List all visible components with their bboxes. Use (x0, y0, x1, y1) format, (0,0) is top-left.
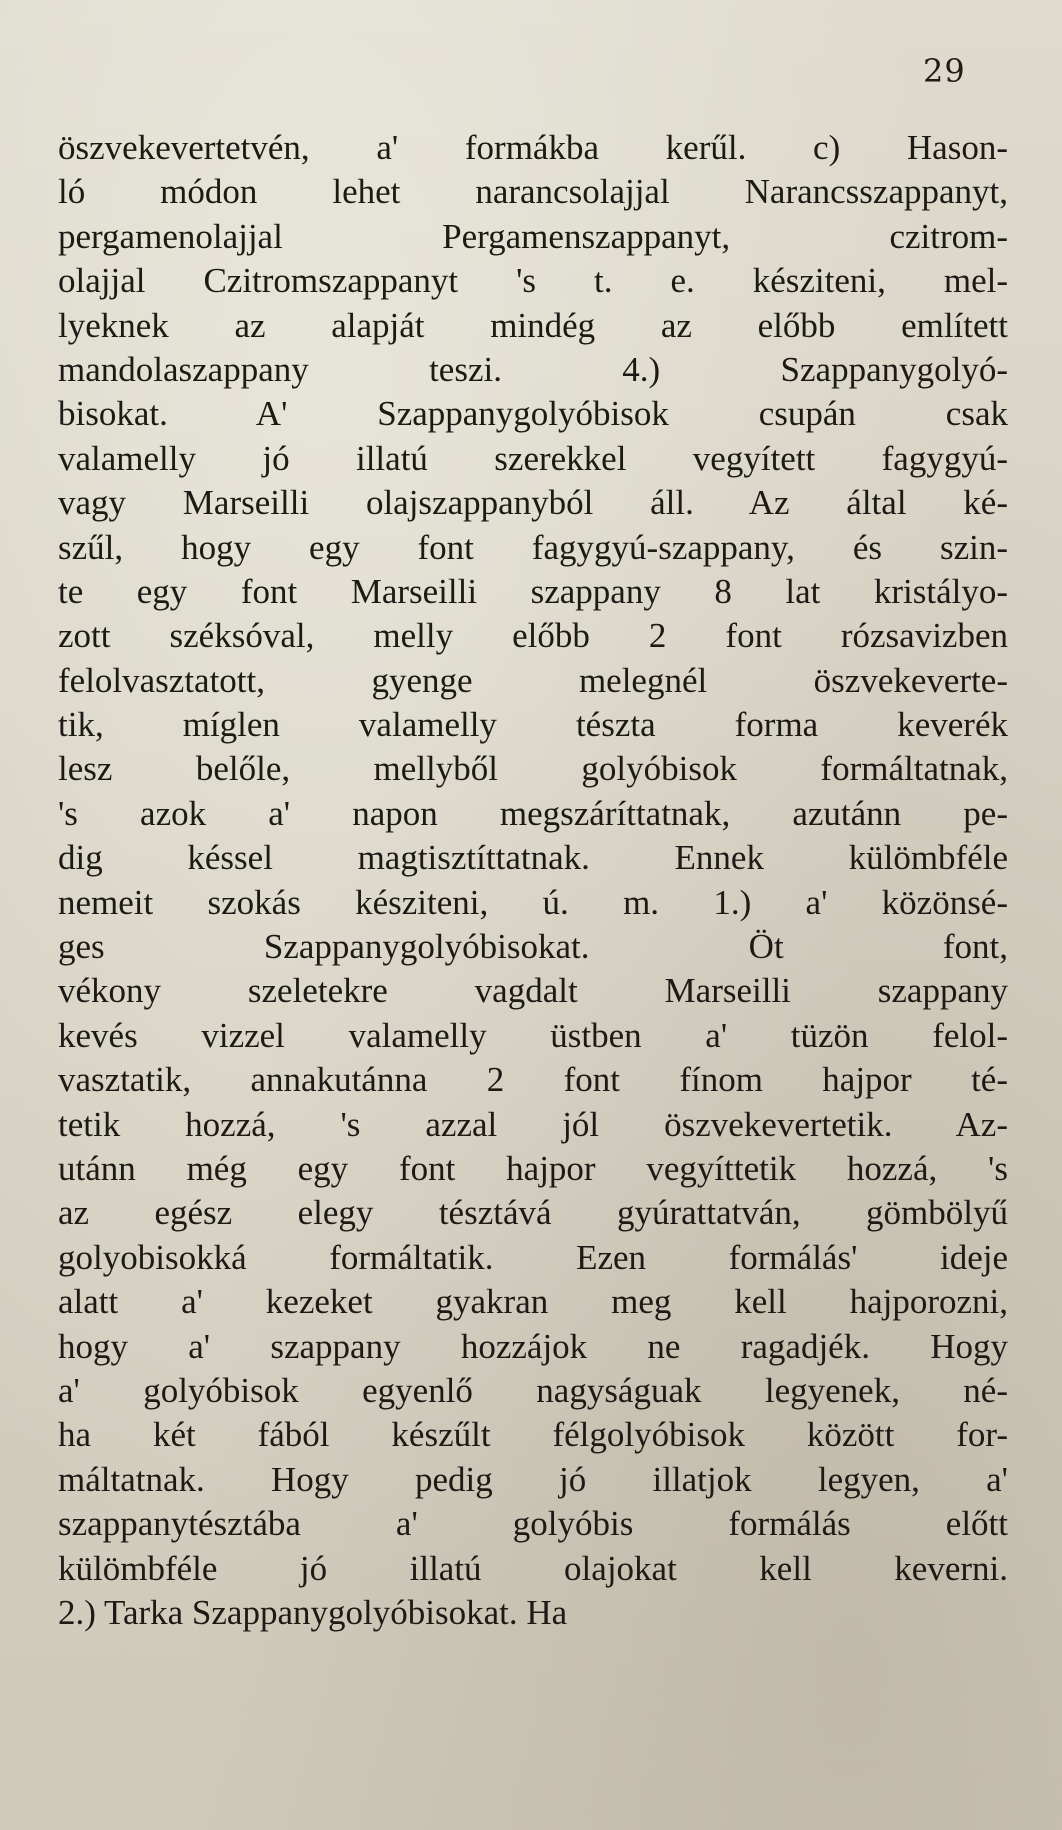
text-line: ges Szappanygolyóbisokat. Öt font, (58, 927, 1008, 967)
text-line: a' golyóbisok egyenlő nagyságuak legyenek, né- (58, 1370, 1008, 1410)
page-number: 29 (923, 52, 966, 90)
text-line: lyeknek az alapját mindég az előbb említett (58, 305, 1008, 345)
text-line: vasztatik, annakutánna 2 font fínom hajpor té- (58, 1060, 1008, 1100)
text-line: vékony szeletekre vagdalt Marseilli szappany (58, 971, 1008, 1011)
text-line: öszvekevertetvén, a' formákba kerűl. c) Hason- (58, 128, 1008, 167)
text-line: olajjal Czitromszappanyt 's t. e. késziteni, mel- (58, 261, 1008, 301)
text-line: bisokat. A' Szappanygolyóbisok csupán csak (58, 394, 1008, 434)
text-line: valamelly jó illatú szerekkel vegyített fagygyú- (58, 438, 1008, 478)
text-line: tik, míglen valamelly tészta forma keverék (58, 705, 1008, 745)
text-line: golyobisokká formáltatik. Ezen formálás' ideje (58, 1237, 1008, 1277)
text-line: alatt a' kezeket gyakran meg kell hajporozni, (58, 1282, 1008, 1322)
text-line: zott széksóval, melly előbb 2 font rózsavizben (58, 616, 1008, 656)
text-line: 2.) Tarka Szappanygolyóbisokat. Ha (58, 1592, 568, 1632)
text-line: mandolaszappany teszi. 4.) Szappanygolyó- (58, 349, 1008, 389)
text-line: máltatnak. Hogy pedig jó illatjok legyen, a' (58, 1459, 1008, 1499)
text-line: pergamenolajjal Pergamenszappanyt, czitrom- (58, 216, 1008, 256)
text-line: hogy a' szappany hozzájok ne ragadjék. Hogy (58, 1326, 1008, 1366)
body-text (58, 126, 1008, 1635)
text-line: kevés vizzel valamelly üstben a' tüzön felol- (58, 1015, 1008, 1055)
text-line: dig késsel magtisztíttatnak. Ennek külömbféle (58, 838, 1008, 878)
text-line: tetik hozzá, 's azzal jól öszvekevertetik. Az- (58, 1104, 1008, 1144)
text-line: ló módon lehet narancsolajjal Narancsszappanyt, (58, 172, 1008, 212)
text-line: az egész elegy tésztává gyúrattatván, gömbölyű (58, 1193, 1008, 1233)
text-line: nemeit szokás késziteni, ú. m. 1.) a' közönsé- (58, 882, 1008, 922)
text-line: te egy font Marseilli szappany 8 lat kristályo- (58, 571, 1008, 611)
text-line: szűl, hogy egy font fagygyú-szappany, és szin- (58, 527, 1008, 567)
text-line: vagy Marseilli olajszappanyból áll. Az által ké- (58, 483, 1008, 523)
text-line: szappanytésztába a' golyóbis formálás előtt (58, 1504, 1008, 1544)
text-line: külömbféle jó illatú olajokat kell keverni. (58, 1548, 1008, 1588)
text-line: ha két fából készűlt félgolyóbisok között for- (58, 1415, 1008, 1455)
text-line: lesz belőle, mellyből golyóbisok formáltatnak, (58, 749, 1008, 789)
text-line: utánn még egy font hajpor vegyíttetik hozzá, 's (58, 1148, 1008, 1188)
text-line: felolvasztatott, gyenge melegnél öszvekeverte- (58, 660, 1008, 700)
text-line: 's azok a' napon megszáríttatnak, azutánn pe- (58, 793, 1008, 833)
